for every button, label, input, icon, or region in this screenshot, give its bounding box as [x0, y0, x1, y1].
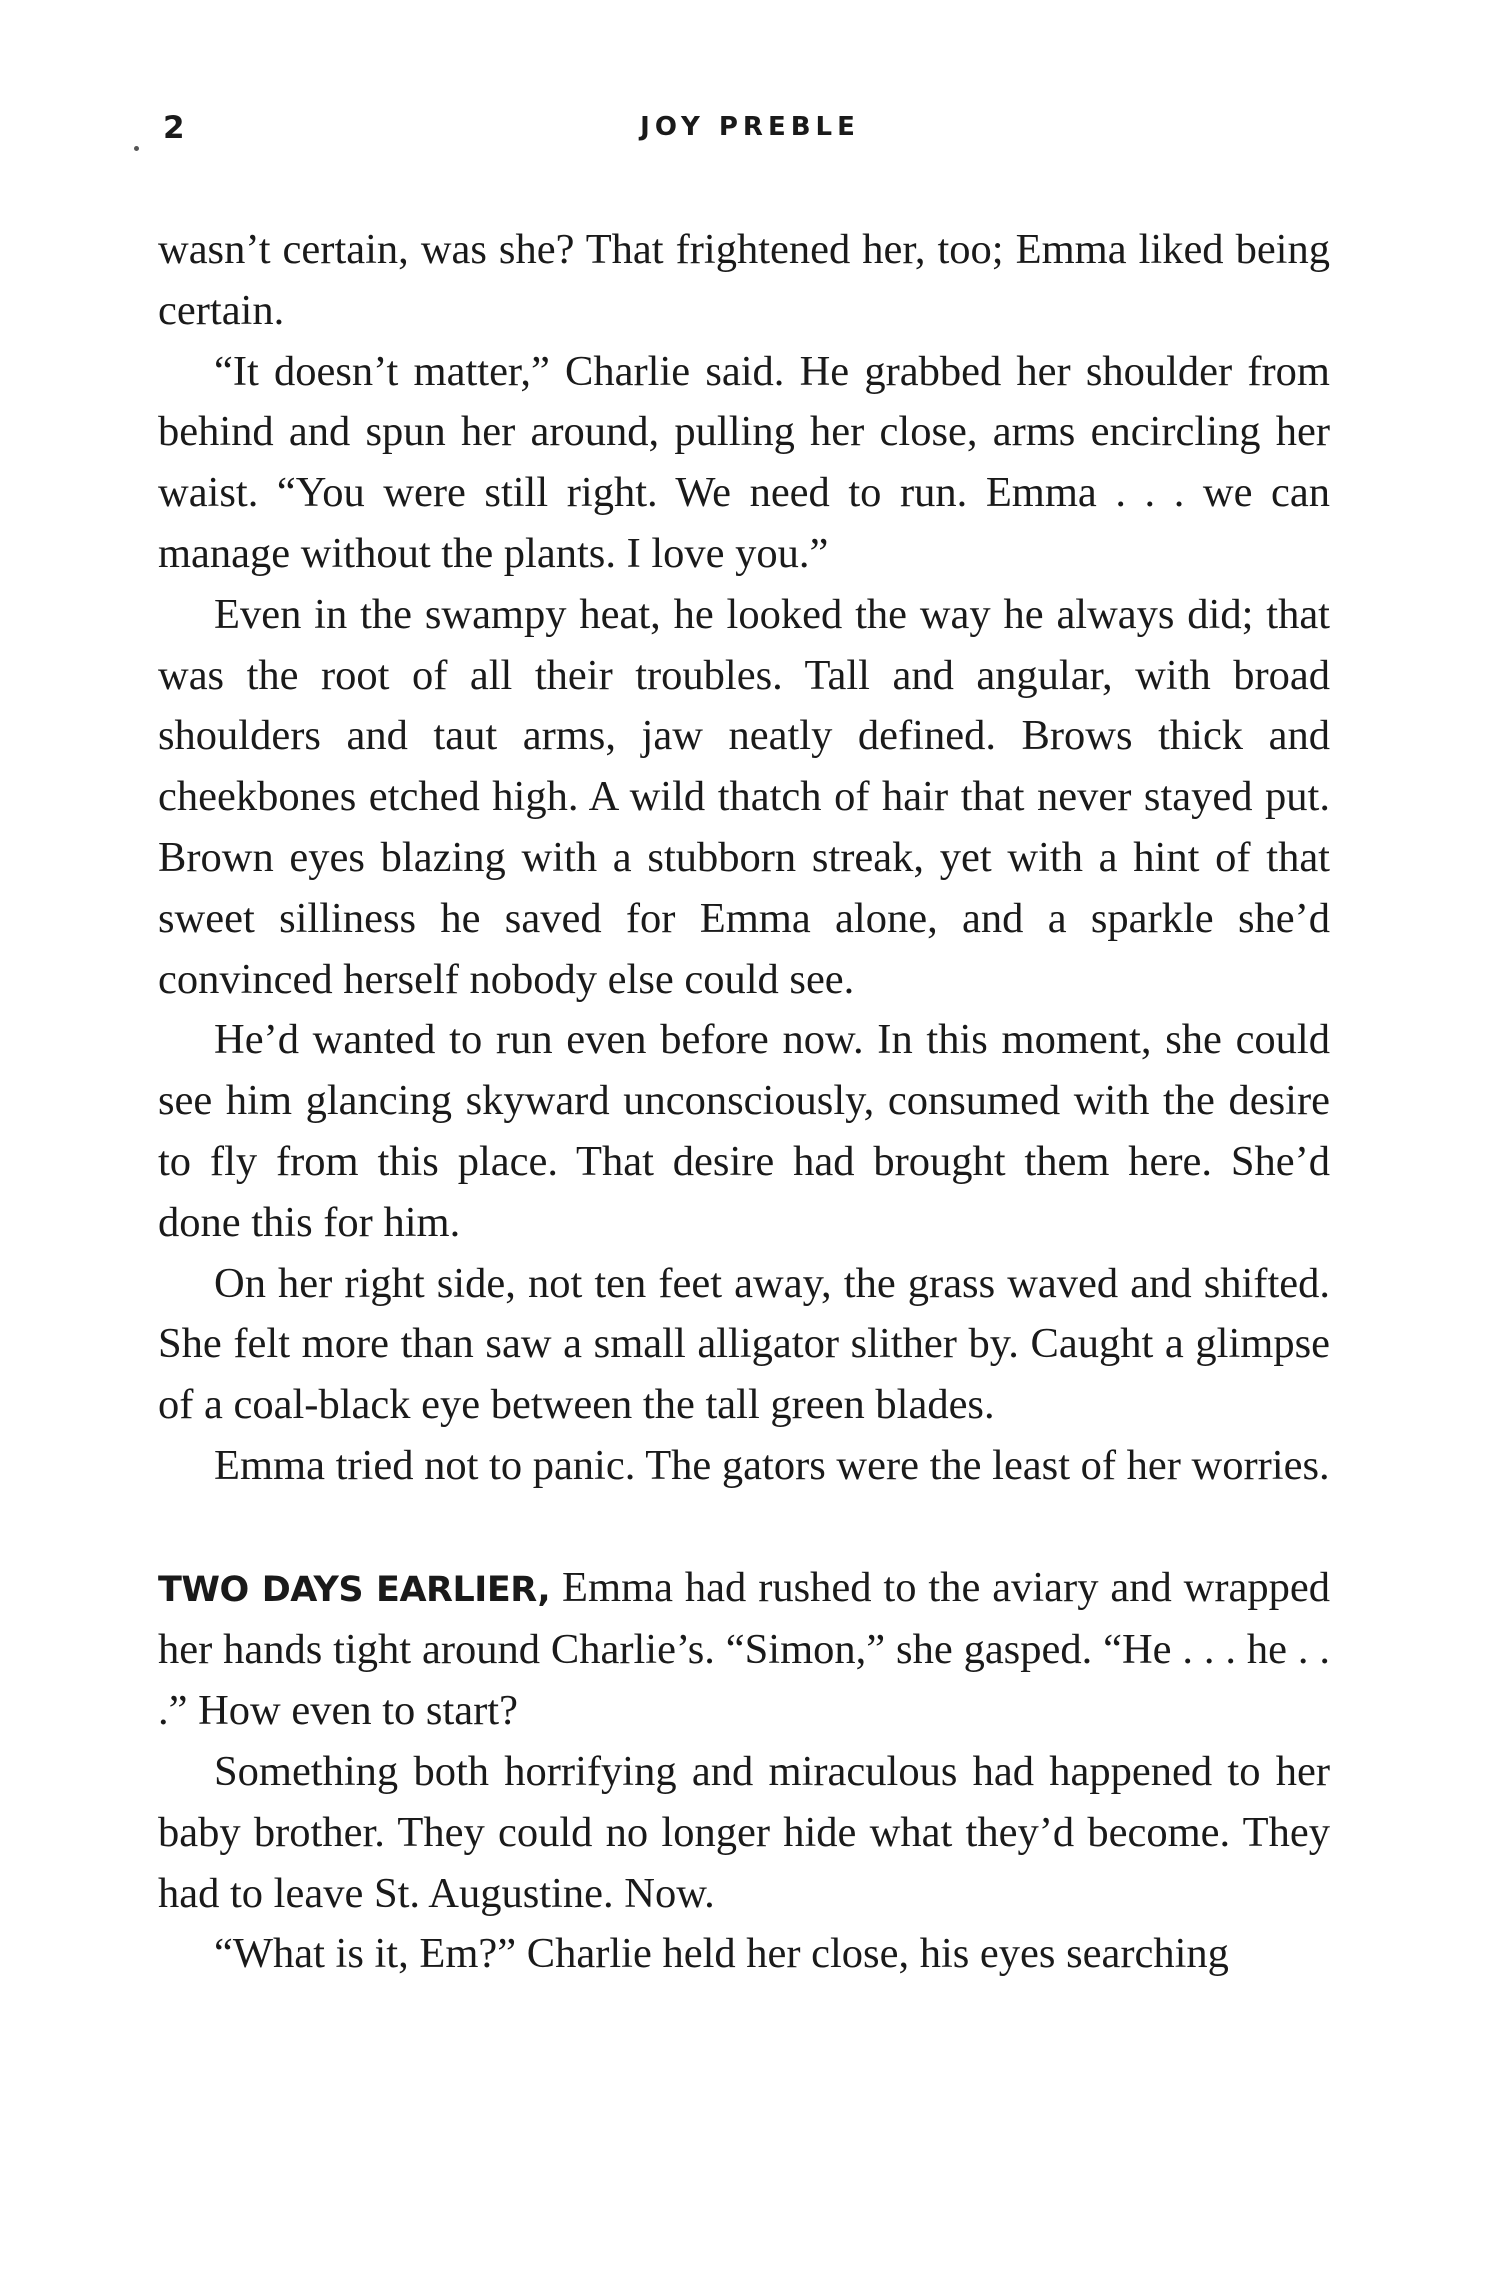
running-head: JOY PREBLE [640, 112, 860, 142]
paragraph-9: “What is it, Em?” Charlie held her close, his eyes searching [214, 1930, 1229, 1978]
section-opening-text: Emma had rushed to the aviary and wrapped her hands tight around Charlie’s. “Simon,” she gasped. “He . . . he . . .” How even to start? [158, 1563, 1330, 1735]
scan-speck [134, 146, 139, 151]
body-text [158, 220, 1330, 1985]
paragraph-4: He’d wanted to run even before now. In this moment, she could see him glancing skyward unconsciously, consumed with the desire to fly from this place. That desire had brought them here. She’d done this for him. [158, 1016, 1330, 1246]
paragraph-2: “It doesn’t matter,” Charlie said. He grabbed her shoulder from behind and spun her around, pulling her close, arms encircling her waist. “You were still right. We need to run. Emma . . . we can manage without the plants. I love you.” [158, 347, 1330, 577]
section-lead-in: TWO DAYS EARLIER, [158, 1569, 551, 1610]
paragraph-8: Something both horrifying and miraculous had happened to her baby brother. They could no longer hide what they’d become. They had to leave St. Augustine. Now. [158, 1747, 1330, 1917]
section-opening-paragraph [158, 1558, 1330, 1742]
paragraph-3: Even in the swampy heat, he looked the way he always did; that was the root of all their troubles. Tall and angular, with broad shoulders and taut arms, jaw neatly defined. Brows thick and cheekbones etched high. A wild thatch of hair that never stayed put. Brown eyes blazing with a stubborn streak, yet with a hint of that sweet silliness he saved for Emma alone, and a sparkle she’d convinced herself nobody else could see. [158, 590, 1330, 1003]
paragraph-5: On her right side, not ten feet away, the grass waved and shifted. She felt more than saw a small alligator slither by. Caught a glimpse of a coal-black eye between the tall green blades. [158, 1259, 1330, 1429]
paragraph-6: Emma tried not to panic. The gators were the least of her worries. [214, 1441, 1330, 1489]
page-number: 2 [163, 110, 186, 146]
paragraph-1: wasn’t certain, was she? That frightened her, too; Emma liked being certain. [158, 226, 1330, 334]
